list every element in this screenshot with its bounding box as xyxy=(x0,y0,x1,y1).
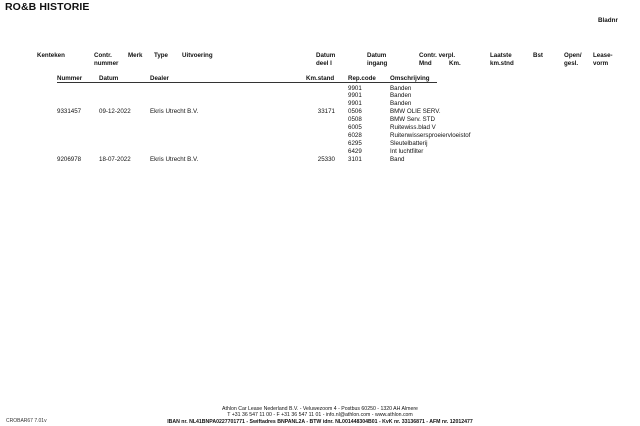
cell-datum: 18-07-2022 xyxy=(99,156,131,164)
col-header-datum-deel-line1: Datum xyxy=(316,52,336,59)
header-divider xyxy=(57,82,437,83)
cell-repcode: 0508 xyxy=(348,116,362,124)
cell-dealer: Ekris Utrecht B.V. xyxy=(150,108,199,116)
cell-omschrijving: BMW OLIE SERV. xyxy=(390,108,441,116)
cell-omschrijving: BMW Serv. STD xyxy=(390,116,435,124)
cell-kmstand: 33171 xyxy=(317,108,335,116)
cell-repcode: 0506 xyxy=(348,108,362,116)
col-header-contr-line2: nummer xyxy=(94,59,119,67)
cell-omschrijving: Ruitenwissersproeiervloeistof xyxy=(390,132,471,140)
col-header-uitvoering: Uitvoering xyxy=(182,52,213,59)
col-header-datum-ingang-line2: ingang xyxy=(367,59,388,67)
col-header-datum-deel xyxy=(316,52,335,67)
cell-repcode: 6005 xyxy=(348,124,362,132)
footer-contact: T +31 36 547 11 00 - F +31 36 547 11 01 - info.nl@athlon.com - www.athlon.com xyxy=(227,412,413,419)
col-header-lease-line1: Lease- xyxy=(593,52,613,59)
col-header-merk: Merk xyxy=(128,52,143,59)
cell-repcode: 9901 xyxy=(348,84,362,92)
col-header-laatste-kmstnd xyxy=(490,52,514,67)
col-header-laatste-line1: Laatste xyxy=(490,52,512,59)
cell-omschrijving: Banden xyxy=(390,100,412,108)
footer-address: Athlon Car Lease Nederland B.V. - Veluwezoom 4 - Postbus 60250 - 1320 AH Almere xyxy=(222,406,418,412)
cell-omschrijving: Ruitewiss.blad V xyxy=(390,124,436,132)
col-header-type: Type xyxy=(154,52,168,59)
col-header-laatste-line2: km.stnd xyxy=(490,59,514,67)
col-header-datum-ingang xyxy=(367,52,387,67)
col-header-dealer: Dealer xyxy=(150,75,169,82)
col-header-datum-deel-line2: deel I xyxy=(316,59,332,67)
col-header-kmstand: Km.stand xyxy=(306,75,335,82)
form-code: CROBAR67 7.01v xyxy=(6,418,47,424)
col-header-nummer: Nummer xyxy=(57,75,83,82)
col-header-repcode: Rep.code xyxy=(348,75,376,82)
cell-datum: 09-12-2022 xyxy=(99,108,131,116)
col-header-bst: Bst xyxy=(533,52,543,59)
cell-repcode: 6028 xyxy=(348,132,362,140)
col-header-contr-verpl: Contr. verpl. xyxy=(419,52,456,59)
cell-repcode: 9901 xyxy=(348,92,362,100)
col-header-contr-nummer xyxy=(94,52,118,67)
col-header-open-line1: Open/ xyxy=(564,52,582,59)
cell-omschrijving: Band xyxy=(390,156,405,164)
page-number-label: Bladnr xyxy=(598,17,618,24)
col-header-mnd: Mnd xyxy=(419,59,432,67)
col-header-datum-ingang-line1: Datum xyxy=(367,52,387,59)
col-header-km: Km. xyxy=(449,59,461,67)
cell-omschrijving: Sleutelbatterij xyxy=(390,140,428,148)
col-header-lease-vorm xyxy=(593,52,613,67)
cell-omschrijving: Banden xyxy=(390,84,412,92)
col-header-kenteken: Kenteken xyxy=(37,52,65,59)
cell-repcode: 9901 xyxy=(348,100,362,108)
cell-repcode: 6295 xyxy=(348,140,362,148)
col-header-omschrijving: Omschrijving xyxy=(390,75,430,82)
cell-dealer: Ekris Utrecht B.V. xyxy=(150,156,199,164)
cell-nummer: 9331457 xyxy=(57,108,82,116)
col-header-datum: Datum xyxy=(99,75,119,82)
footer-registration: IBAN nr. NL41BNPA0227701771 - Swiftadres BNPANL2A - BTW idnr. NL001448304B01 - KvK nr. 33136871 - AFM nr. 12012477 xyxy=(167,418,473,425)
cell-omschrijving: Banden xyxy=(390,92,412,100)
cell-omschrijving: Int luchtfilter xyxy=(390,148,424,156)
cell-repcode: 6429 xyxy=(348,148,362,156)
col-header-contr-line1: Contr. xyxy=(94,52,112,59)
col-header-lease-line2: vorm xyxy=(593,59,609,67)
col-header-open-gesl xyxy=(564,52,582,67)
cell-kmstand: 25330 xyxy=(317,156,335,164)
report-title: RO&B HISTORIE xyxy=(5,1,90,13)
cell-nummer: 9206978 xyxy=(57,156,82,164)
col-header-open-line2: gesl. xyxy=(564,59,579,67)
cell-repcode: 3101 xyxy=(348,156,362,164)
